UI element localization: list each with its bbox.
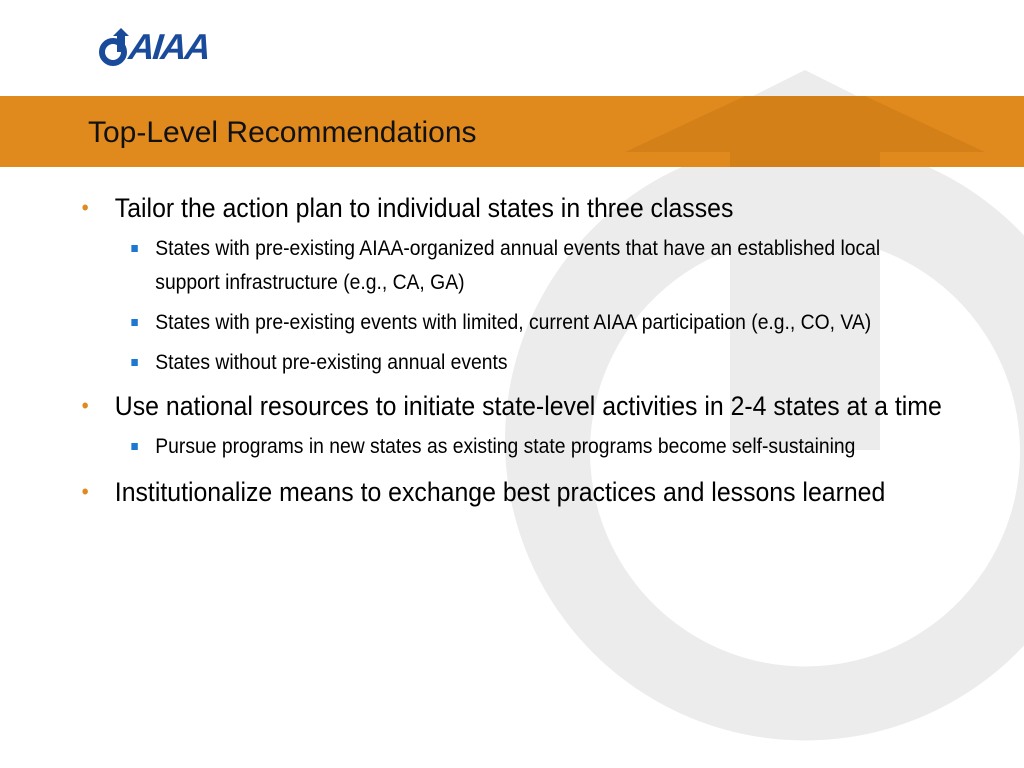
aiaa-logo-text: AIAA bbox=[126, 26, 212, 67]
bullet-item bbox=[78, 386, 943, 426]
sub-bullet-item bbox=[78, 346, 928, 380]
slide-title: Top-Level Recommendations bbox=[88, 116, 477, 149]
bullet-dot-icon: • bbox=[81, 479, 89, 504]
square-bullet-icon bbox=[131, 443, 137, 450]
square-bullet-icon bbox=[131, 319, 137, 326]
bullet-item bbox=[78, 188, 943, 228]
sub-bullet-text: States without pre-existing annual events bbox=[155, 351, 508, 374]
square-bullet-icon bbox=[131, 245, 137, 252]
sub-bullet-text: States with pre-existing AIAA-organized annual events that have an established local support infrastructure (e.g., CA, GA) bbox=[155, 237, 881, 294]
bullet-text: Use national resources to initiate state-level activities in 2-4 states at a time bbox=[114, 391, 942, 421]
sub-bullet-item bbox=[78, 430, 928, 464]
bullet-list bbox=[78, 188, 958, 512]
bullet-dot-icon: • bbox=[81, 393, 89, 418]
sub-bullet-text: Pursue programs in new states as existing state programs become self-sustaining bbox=[155, 435, 856, 458]
sub-bullet-text: States with pre-existing events with limited, current AIAA participation (e.g., CO, VA) bbox=[155, 311, 872, 334]
sub-bullet-item bbox=[78, 232, 928, 300]
bullet-text: Tailor the action plan to individual states in three classes bbox=[114, 193, 734, 223]
square-bullet-icon bbox=[131, 359, 137, 366]
bullet-text: Institutionalize means to exchange best practices and lessons learned bbox=[114, 477, 886, 507]
sub-bullet-item bbox=[78, 306, 928, 340]
aiaa-logo bbox=[98, 26, 212, 67]
bullet-item bbox=[78, 472, 943, 512]
bullet-dot-icon: • bbox=[81, 195, 89, 220]
